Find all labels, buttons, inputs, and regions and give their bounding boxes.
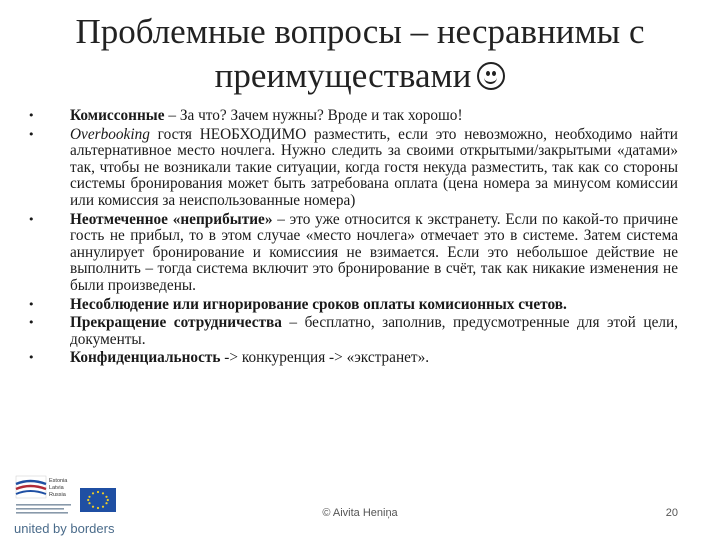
title-line-1: Проблемные вопросы – несравнимы с (75, 12, 645, 51)
title-line-2-text: преимуществами (214, 56, 472, 95)
bullet-dot-icon: • (28, 351, 35, 365)
bullet-overbooking (28, 127, 678, 210)
bullet-dot-icon: • (28, 127, 35, 141)
bullet-lead: Прекращение сотрудничества (70, 314, 282, 332)
bullet-lead: Конфиденциальность (70, 349, 221, 367)
page-number: 20 (665, 507, 678, 519)
bullet-termination (28, 315, 678, 348)
slide-title (20, 10, 700, 98)
logo-caption: united by borders (14, 521, 115, 536)
bullet-list (28, 108, 678, 369)
bullet-payment-deadlines (28, 297, 678, 314)
bullet-confidentiality (28, 350, 678, 367)
bullet-lead: Неотмеченное «неприбытие» (70, 210, 273, 228)
bullet-dot-icon: • (28, 212, 35, 226)
smiley-icon (477, 62, 505, 90)
bullet-text: – За что? Зачем нужны? Вроде и так хорошо! (164, 107, 463, 124)
bullet-commissions (28, 108, 678, 125)
logo-line-latvia: Latvia (49, 485, 64, 491)
logo-line-estonia: Estonia (49, 478, 68, 484)
bullet-text: – это уже относится к экстранету. Если по какой-то причине гость не прибыл, то в этом случае «место ночлега» отмечает это в системе. Затем система аннулирует бронирование и комиссиия не взимается. Если это небольшое действие не выполнить – тогда система включит это бронирование в счёт, так как никакие изменения не были произведены. (70, 210, 678, 294)
title-line-2 (20, 54, 700, 98)
footer-author: © Aivita Heniņa (322, 507, 398, 519)
bullet-dot-icon: • (28, 297, 35, 311)
bullet-text: -> конкуренция -> «экстранет». (220, 349, 430, 367)
logo-line-russia: Russia (49, 492, 66, 498)
bullet-text: – бесплатно, заполнив, предусмотренные для этой цели, документы. (70, 314, 678, 348)
bullet-no-show (28, 212, 678, 295)
bullet-text: гостя НЕОБХОДИМО разместить, если это невозможно, необходимо найти альтернативное место ночлега. Нужно следить за своими открытыми/закрытыми «датами» так, чтобы не возникали такие ситуации, когда гостя некуда разместить, так как со стороны системы бронирования может быть затребована оплата (цена номера за минусом комиссии или комиссия за неиспользованные номера) (70, 125, 678, 209)
tricolor-mark-icon (16, 476, 46, 498)
bullet-lead: Комиссонные (70, 107, 165, 124)
bullet-dot-icon: • (28, 109, 35, 122)
bullet-lead: Несоблюдение или игнорирование сроков оплаты комисионных счетов. (70, 295, 567, 313)
bullet-dot-icon: • (28, 316, 35, 330)
bullet-lead: Overbooking (70, 125, 150, 143)
